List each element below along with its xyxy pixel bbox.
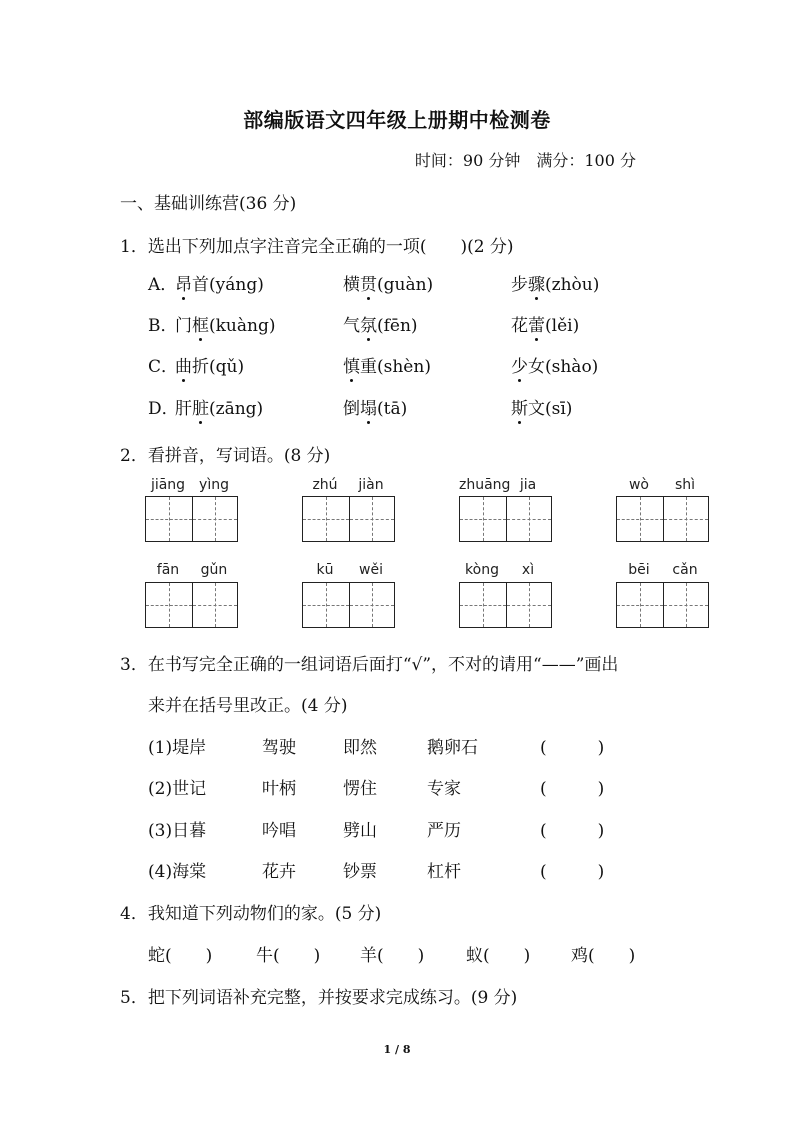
word-text: 花 <box>511 316 528 336</box>
dotted-character: 塌 <box>360 394 377 419</box>
word-item: 花卉 <box>262 862 296 882</box>
word-item: 即然 <box>343 738 377 758</box>
animal-home-blank[interactable]: 鸡( ) <box>571 946 636 966</box>
option-word <box>343 352 431 377</box>
pinyin-text: (zāng) <box>209 399 264 419</box>
page-title: 部编版语文四年级上册期中检测卷 <box>243 108 551 132</box>
option-word <box>511 270 599 295</box>
option-label: C． <box>148 357 179 377</box>
answer-bracket[interactable]: ( ) <box>540 821 605 841</box>
pinyin-label: fān <box>156 562 180 578</box>
animal-home-blank[interactable]: 羊( ) <box>360 946 425 966</box>
pinyin-text: (zhòu) <box>545 275 600 295</box>
pinyin-label: wò <box>628 477 649 493</box>
option-word <box>175 394 263 419</box>
pinyin-label: zhú <box>312 477 338 493</box>
exam-meta: 时间：90 分钟 满分：100 分 <box>414 151 636 170</box>
pinyin-label: wěi <box>359 562 383 578</box>
writing-cell[interactable] <box>617 497 663 541</box>
option-word <box>175 311 275 336</box>
writing-grid[interactable] <box>302 496 395 542</box>
pinyin-text: 折(qǔ) <box>192 357 245 377</box>
word-text: 横 <box>343 275 360 295</box>
question-2-stem: 2．看拼音，写词语。(8 分) <box>120 446 331 466</box>
writing-cell[interactable] <box>349 497 395 541</box>
pinyin-text: (fēn) <box>377 316 418 336</box>
pinyin-text: 女(shào) <box>528 357 599 377</box>
writing-cell[interactable] <box>303 583 349 627</box>
writing-grid[interactable] <box>145 582 238 628</box>
pinyin-text: 文(sī) <box>528 399 573 419</box>
writing-cell[interactable] <box>663 497 709 541</box>
dotted-character: 曲 <box>175 352 192 377</box>
dotted-character: 慎 <box>343 352 360 377</box>
writing-cell[interactable] <box>192 497 238 541</box>
question-5-stem: 5．把下列词语补充完整，并按要求完成练习。(9 分) <box>120 988 518 1008</box>
pinyin-text: (tā) <box>377 399 408 419</box>
writing-grid[interactable] <box>459 582 552 628</box>
writing-cell[interactable] <box>349 583 395 627</box>
pinyin-label: jiāng <box>150 477 186 493</box>
pinyin-label: jiàn <box>358 477 384 493</box>
writing-cell[interactable] <box>663 583 709 627</box>
writing-cell[interactable] <box>460 497 506 541</box>
writing-grid[interactable] <box>616 496 709 542</box>
pinyin-text: 首(yáng) <box>192 275 264 295</box>
answer-bracket[interactable]: ( ) <box>540 738 605 758</box>
pinyin-label: jia <box>519 477 537 493</box>
writing-grid[interactable] <box>459 496 552 542</box>
question-3-stem-line2: 来并在括号里改正。(4 分) <box>148 696 348 716</box>
question-4-stem: 4．我知道下列动物们的家。(5 分) <box>120 904 382 924</box>
question-1-stem: 1．选出下列加点字注音完全正确的一项( )(2 分) <box>120 237 514 257</box>
word-text: 步 <box>511 275 528 295</box>
writing-grid[interactable] <box>302 582 395 628</box>
word-item: 驾驶 <box>262 738 296 758</box>
word-item: 严历 <box>427 821 461 841</box>
writing-cell[interactable] <box>460 583 506 627</box>
animal-home-blank[interactable]: 蚁( ) <box>466 946 531 966</box>
pinyin-label: shì <box>674 477 696 493</box>
word-item: 劈山 <box>343 821 377 841</box>
word-item: (2)世记 <box>148 779 207 799</box>
pinyin-label: zhuāng <box>459 477 511 493</box>
pinyin-text: (lěi) <box>545 316 580 336</box>
option-word <box>343 311 418 336</box>
word-item: 叶柄 <box>262 779 296 799</box>
word-item: 愣住 <box>343 779 377 799</box>
section-heading: 一、基础训练营(36 分) <box>120 194 297 214</box>
dotted-character: 昂 <box>175 270 192 295</box>
dotted-character: 氛 <box>360 311 377 336</box>
option-word <box>343 270 433 295</box>
writing-cell[interactable] <box>146 583 192 627</box>
pinyin-label: bēi <box>628 562 650 578</box>
option-label: B． <box>148 316 178 336</box>
word-item: 鹅卵石 <box>427 738 478 758</box>
option-word <box>511 311 579 336</box>
answer-bracket[interactable]: ( ) <box>540 862 605 882</box>
word-text: 倒 <box>343 399 360 419</box>
pinyin-label: xì <box>521 562 535 578</box>
writing-cell[interactable] <box>192 583 238 627</box>
pinyin-label: kū <box>316 562 334 578</box>
option-word <box>343 394 407 419</box>
word-text: 气 <box>343 316 360 336</box>
word-text: 门 <box>175 316 192 336</box>
word-item: (4)海棠 <box>148 862 207 882</box>
word-item: 钞票 <box>343 862 377 882</box>
option-word <box>175 270 264 295</box>
dotted-character: 贯 <box>360 270 377 295</box>
dotted-character: 骤 <box>528 270 545 295</box>
animal-home-blank[interactable]: 牛( ) <box>256 946 321 966</box>
writing-cell[interactable] <box>146 497 192 541</box>
writing-cell[interactable] <box>303 497 349 541</box>
option-word <box>511 394 572 419</box>
pinyin-label: gǔn <box>200 562 228 578</box>
writing-cell[interactable] <box>506 583 552 627</box>
animal-home-blank[interactable]: 蛇( ) <box>148 946 213 966</box>
question-3-stem-line1: 3．在书写完全正确的一组词语后面打“√”，不对的请用“——”画出 <box>120 655 619 675</box>
pinyin-text: 重(shèn) <box>360 357 431 377</box>
pinyin-text: (guàn) <box>377 275 434 295</box>
word-text: 肝 <box>175 399 192 419</box>
pinyin-label: kòng <box>465 562 499 578</box>
dotted-character: 少 <box>511 352 528 377</box>
writing-cell[interactable] <box>617 583 663 627</box>
dotted-character: 斯 <box>511 394 528 419</box>
writing-grid[interactable] <box>145 496 238 542</box>
word-item: 吟唱 <box>262 821 296 841</box>
writing-grid[interactable] <box>616 582 709 628</box>
dotted-character: 脏 <box>192 394 209 419</box>
option-word <box>175 352 244 377</box>
word-item: 专家 <box>427 779 461 799</box>
writing-cell[interactable] <box>506 497 552 541</box>
word-item: 杠杆 <box>427 862 461 882</box>
pinyin-text: (kuàng) <box>209 316 276 336</box>
word-item: (1)堤岸 <box>148 738 207 758</box>
pinyin-label: yìng <box>199 477 229 493</box>
page-number: 1 / 8 <box>383 1043 411 1056</box>
answer-bracket[interactable]: ( ) <box>540 779 605 799</box>
option-label: A． <box>148 275 178 295</box>
option-word <box>511 352 598 377</box>
word-item: (3)日暮 <box>148 821 207 841</box>
pinyin-label: cǎn <box>672 562 698 578</box>
option-label: D． <box>148 399 179 419</box>
dotted-character: 框 <box>192 311 209 336</box>
dotted-character: 蕾 <box>528 311 545 336</box>
